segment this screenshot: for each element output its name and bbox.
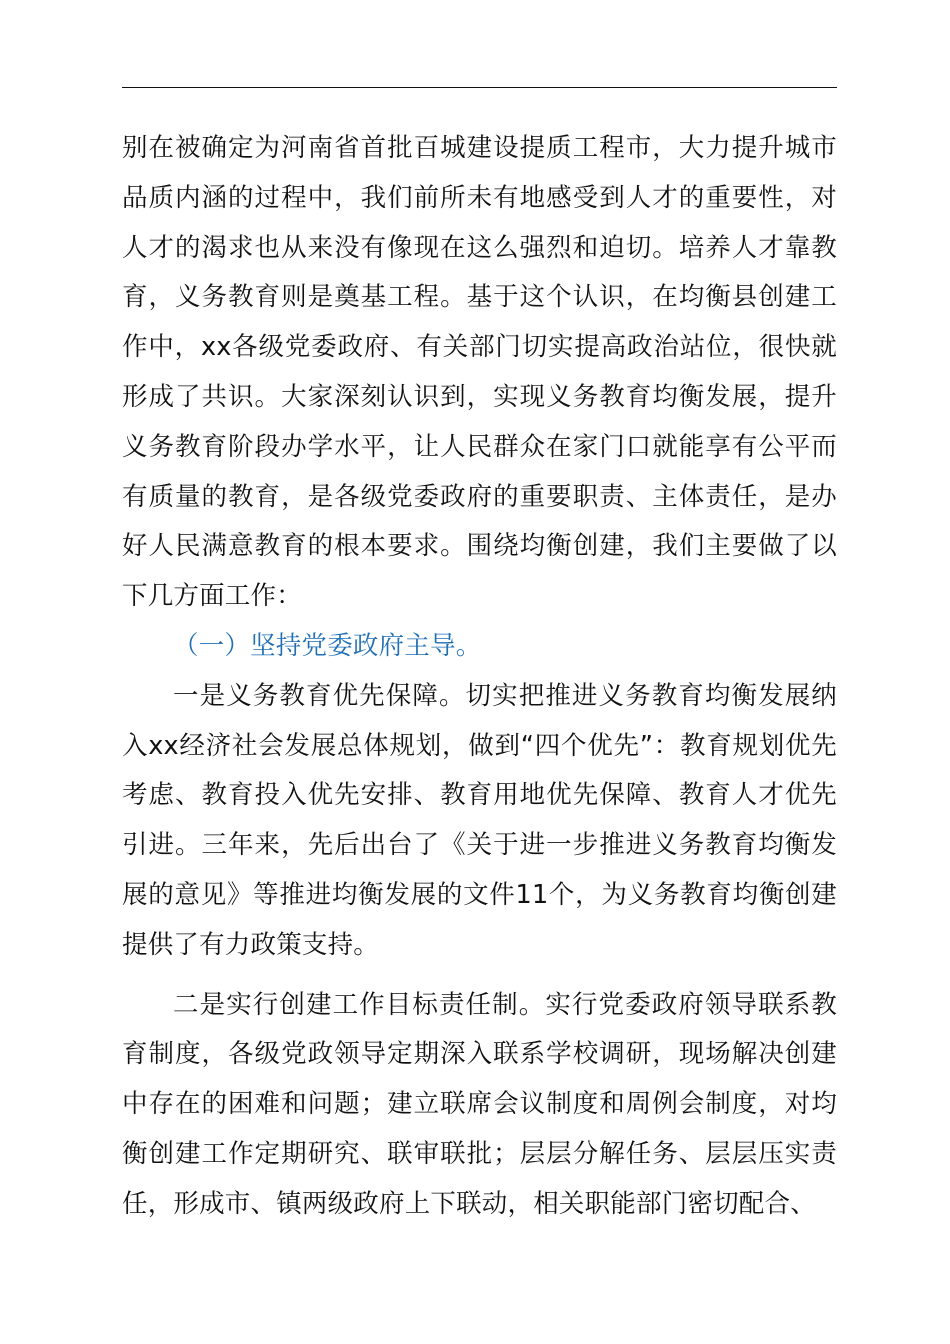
paragraph-responsibility-system: 二是实行创建工作目标责任制。实行党委政府领导联系教育制度，各级党政领导定期深入联系学校调研，现场解决创建中存在的困难和问题；建立联席会议制度和周例会制度，对均衡创建工作定期研究、联审联批；层层分解任务、层层压实责任，形成市、镇两级政府上下联动，相关职能部门密切配合、	[122, 989, 837, 1219]
paragraph-priority-guarantee: 一是义务教育优先保障。切实把推进义务教育均衡发展纳入xx经济社会发展总体规划，做到“四个优先”：教育规划优先考虑、教育投入优先安排、教育用地优先保障、教育人才优先引进。三年来，先后出台了《关于进一步推进义务教育均衡发展的意见》等推进均衡发展的文件11个，为义务教育均衡创建提供了有力政策支持。	[122, 680, 837, 960]
body-text	[122, 124, 837, 1230]
header-rule	[122, 87, 837, 88]
section-heading: （一）坚持党委政府主导。	[173, 630, 482, 661]
paragraph-intro: 别在被确定为河南省首批百城建设提质工程市，大力提升城市品质内涵的过程中，我们前所未有地感受到人才的重要性，对人才的渴求也从来没有像现在这么强烈和迫切。培养人才靠教育，义务教育则是奠基工程。基于这个认识，在均衡县创建工作中，xx各级党委政府、有关部门切实提高政治站位，很快就形成了共识。大家深刻认识到，实现义务教育均衡发展，提升义务教育阶段办学水平，让人民群众在家门口就能享有公平而有质量的教育，是各级党委政府的重要职责、主体责任，是办好人民满意教育的根本要求。围绕均衡创建，我们主要做了以下几方面工作：	[122, 133, 837, 612]
